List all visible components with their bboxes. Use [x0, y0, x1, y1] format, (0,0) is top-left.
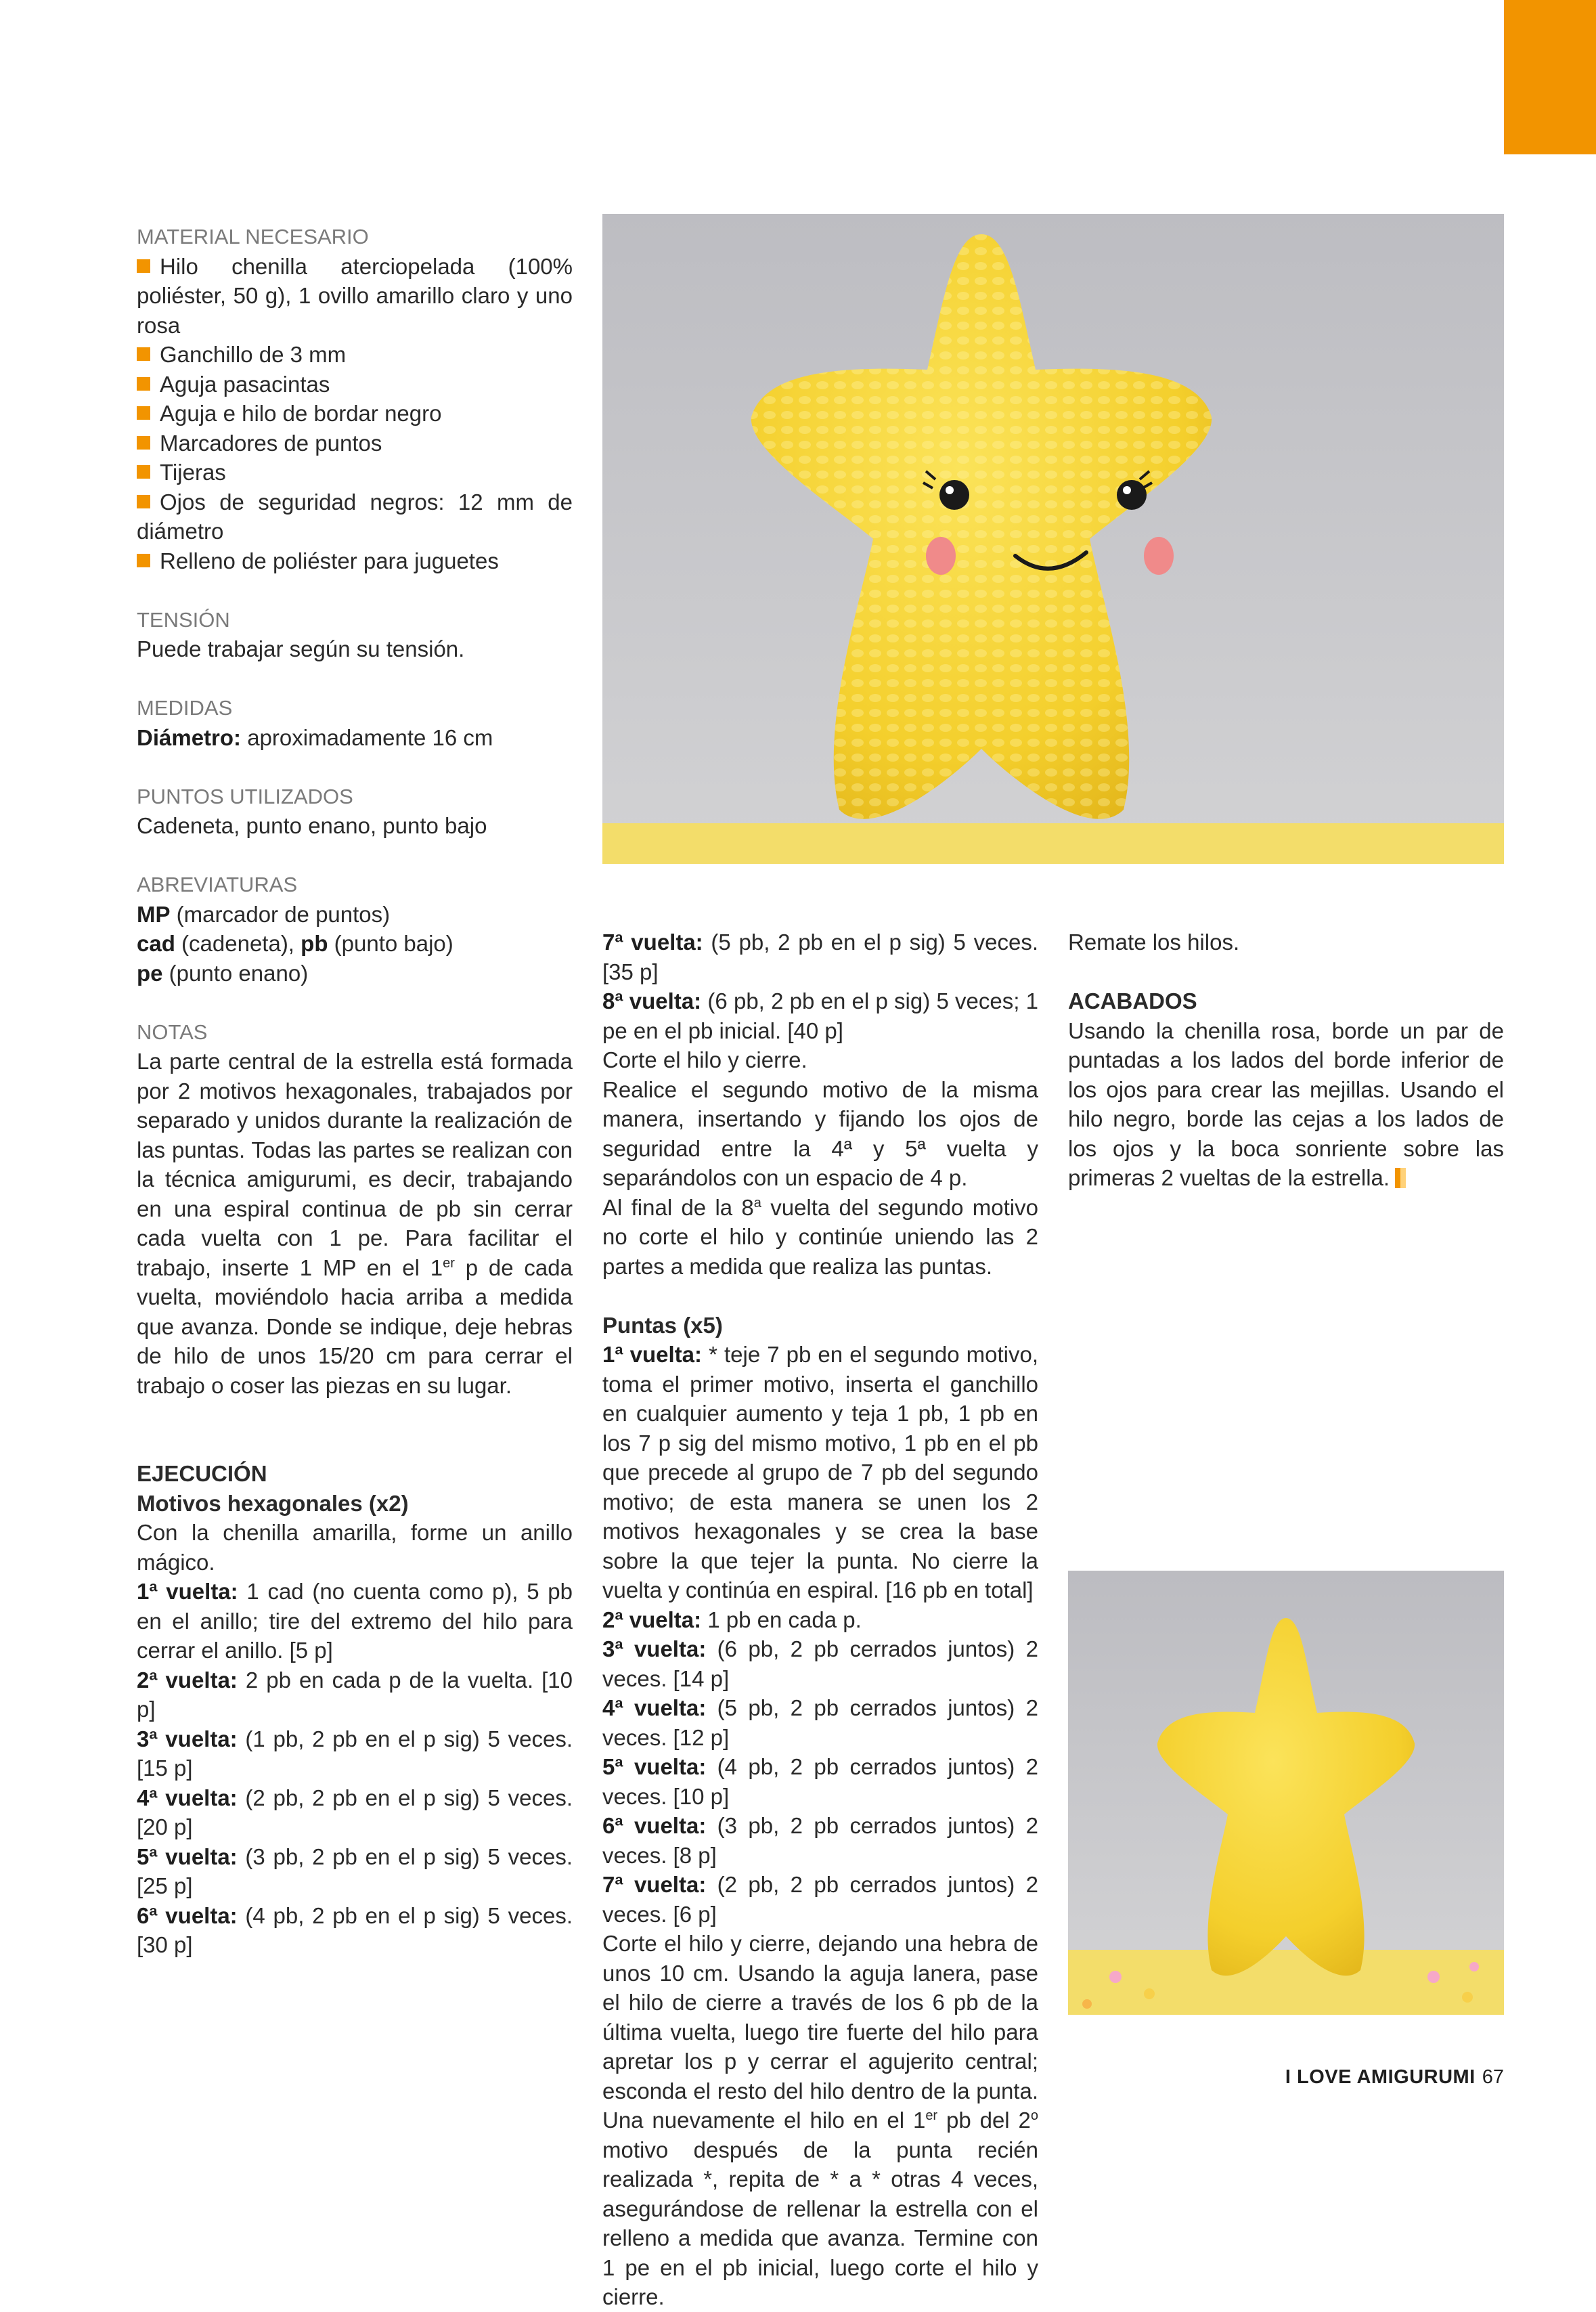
point-round-7: 7ª vuelta: (2 pb, 2 pb cerrados juntos) 2 veces. [6 p]	[602, 1872, 1038, 1927]
round-2: 2ª vuelta: 2 pb en cada p de la vuelta. [10 p]	[137, 1667, 573, 1722]
measures-text: Diámetro: aproximadamente 16 cm	[137, 724, 493, 750]
point-round-4: 4ª vuelta: (5 pb, 2 pb cerrados juntos) 2 veces. [12 p]	[602, 1695, 1038, 1750]
material-item: Aguja pasacintas	[137, 370, 573, 399]
abbreviation-cad-pb: cad (cadeneta), pb (punto bajo)	[137, 931, 453, 956]
star-photo-small-illustration	[1068, 1571, 1504, 2015]
second-motif-text: Realice el segundo motivo de la misma manera, insertando y fijando los ojos de seguridad entre la 4ª y 5ª vuelta y separándolos con un espacio de 4 p.	[602, 1076, 1038, 1190]
star-amigurumi-photo	[602, 214, 1504, 864]
round-1: 1ª vuelta: 1 cad (no cuenta como p), 5 pb en el anillo; tire del extremo del hilo para cerrar el anillo. [5 p]	[137, 1579, 573, 1663]
end-mark-icon	[1395, 1168, 1400, 1188]
join-text: Al final de la 8$^a$ vuelta del segundo motivo no corte el hilo y continúe uniendo las 2 partes a medida que realiza las puntas.	[602, 1194, 1038, 1279]
bullet-square-icon	[137, 554, 150, 567]
material-item: Ojos de seguridad negros: 12 mm de diámetro	[137, 489, 573, 544]
notes-text: La parte central de la estrella está formada por 2 motivos hexagonales, trabajados por separado y unidos durante la realización de las puntas. Todas las partes se realizan con la técnica amigurumi, es decir, trabajando en una espiral continua de pb sin cerrar cada vuelta con 1 pe. Para facilitar el trabajo, inserte 1 MP en el 1er p de cada vuelta, moviéndolo hacia arriba a medida que avanza. Donde se indique, deje hebras de hilo de unos 15/20 cm para cerrar el trabajo o coser las piezas en su lugar.	[137, 1049, 573, 1398]
round-5: 5ª vuelta: (3 pb, 2 pb en el p sig) 5 veces. [25 p]	[137, 1844, 573, 1898]
bullet-square-icon	[137, 436, 150, 450]
star-amigurumi-photo-small	[1068, 1571, 1504, 2015]
cut-instruction: Corte el hilo y cierre.	[602, 1047, 807, 1072]
star-photo-illustration	[602, 214, 1504, 864]
bullet-square-icon	[137, 465, 150, 479]
point-round-2: 2ª vuelta: 1 pb en cada p.	[602, 1607, 862, 1632]
tension-heading: TENSIÓN	[137, 607, 230, 632]
finishing-text: Usando la chenilla rosa, borde un par de puntadas a los lados del borde inferior de los ojos para crear las mejillas. Usando el hilo negro, borde las cejas a los lados de los ojos y la boca sonriente sobre las primeras 2 vueltas de la estrella.	[1068, 1018, 1504, 1190]
material-item: Hilo chenilla aterciopelada (100% poliéster, 50 g), 1 ovillo amarillo claro y uno rosa	[137, 253, 573, 338]
bullet-square-icon	[137, 347, 150, 361]
bullet-square-icon	[137, 495, 150, 508]
point-round-3: 3ª vuelta: (6 pb, 2 pb cerrados juntos) 2 veces. [14 p]	[602, 1636, 1038, 1691]
closing-text: Corte el hilo y cierre, dejando una hebra de unos 10 cm. Usando la aguja lanera, pase el hilo de cierre a través de los 6 pb de la última vuelta, luego tire fuerte del hilo para apretar los p y cerrar el agujerito central; esconda el resto del hilo dentro de la punta. Una nuevamente el hilo en el 1er pb del 2$^o$ motivo después de la punta recién realizada *, repita de * a * otras 4 veces, asegurándose de rellenar la estrella con el relleno a medida que avanza. Termine con 1 pe en el pb inicial, luego corte el hilo y cierre.	[602, 1931, 1038, 2309]
point-round-1: 1ª vuelta: * teje 7 pb en el segundo motivo, toma el primer motivo, inserta el ganchillo en cualquier aumento y teja 1 pb, 1 pb en los 7 p sig del mismo motivo, 1 pb en el pb que precede al grupo de 7 pb del segundo motivo; de esta manera se unen los 2 motivos hexagonales y se crea la base sobre la que tejer la punta. No cierre la vuelta y continúa en espiral. [16 pb en total]	[602, 1342, 1038, 1602]
execution-heading: EJECUCIÓN	[137, 1461, 267, 1486]
material-item: Tijeras	[137, 458, 573, 487]
points-heading: Puntas (x5)	[602, 1312, 723, 1338]
abbreviations-heading: ABREVIATURAS	[137, 873, 298, 896]
material-item: Ganchillo de 3 mm	[137, 340, 573, 370]
round-8: 8ª vuelta: (6 pb, 2 pb en el p sig) 5 veces; 1 pe en el pb inicial. [40 p]	[602, 988, 1038, 1043]
orange-page-tab	[1504, 0, 1596, 154]
round-6: 6ª vuelta: (4 pb, 2 pb en el p sig) 5 veces. [30 p]	[137, 1902, 573, 1957]
abbreviation-pe: pe (punto enano)	[137, 960, 309, 986]
material-item: Aguja e hilo de bordar negro	[137, 399, 573, 429]
bullet-square-icon	[137, 406, 150, 420]
page-number: 67	[1482, 2066, 1504, 2088]
measures-heading: MEDIDAS	[137, 696, 233, 720]
point-round-5: 5ª vuelta: (4 pb, 2 pb cerrados juntos) 2 veces. [10 p]	[602, 1754, 1038, 1809]
material-item: Marcadores de puntos	[137, 429, 573, 458]
tension-text: Puede trabajar según su tensión.	[137, 636, 465, 661]
finish-threads: Remate los hilos.	[1068, 930, 1240, 955]
page-footer	[1285, 2066, 1504, 2089]
column-3	[1068, 928, 1504, 1193]
execution-intro: Con la chenilla amarilla, forme un anillo mágico.	[137, 1520, 573, 1575]
bullet-square-icon	[137, 259, 150, 273]
abbreviation-mp: MP (marcador de puntos)	[137, 901, 391, 927]
stitches-text: Cadeneta, punto enano, punto bajo	[137, 813, 487, 838]
magazine-name: I LOVE AMIGURUMI	[1285, 2066, 1476, 2088]
stitches-heading: PUNTOS UTILIZADOS	[137, 784, 353, 808]
column-2	[602, 928, 1038, 2312]
materials-heading: MATERIAL NECESARIO	[137, 225, 369, 248]
material-item: Relleno de poliéster para juguetes	[137, 546, 573, 576]
notes-heading: NOTAS	[137, 1020, 208, 1044]
round-3: 3ª vuelta: (1 pb, 2 pb en el p sig) 5 veces. [15 p]	[137, 1726, 573, 1781]
round-4: 4ª vuelta: (2 pb, 2 pb en el p sig) 5 veces. [20 p]	[137, 1785, 573, 1839]
round-7: 7ª vuelta: (5 pb, 2 pb en el p sig) 5 veces. [35 p]	[602, 930, 1038, 984]
bullet-square-icon	[137, 377, 150, 391]
point-round-6: 6ª vuelta: (3 pb, 2 pb cerrados juntos) 2 veces. [8 p]	[602, 1813, 1038, 1868]
hexagon-motifs-heading: Motivos hexagonales (x2)	[137, 1490, 409, 1516]
finishing-heading: ACABADOS	[1068, 988, 1197, 1013]
column-1	[137, 222, 573, 1960]
